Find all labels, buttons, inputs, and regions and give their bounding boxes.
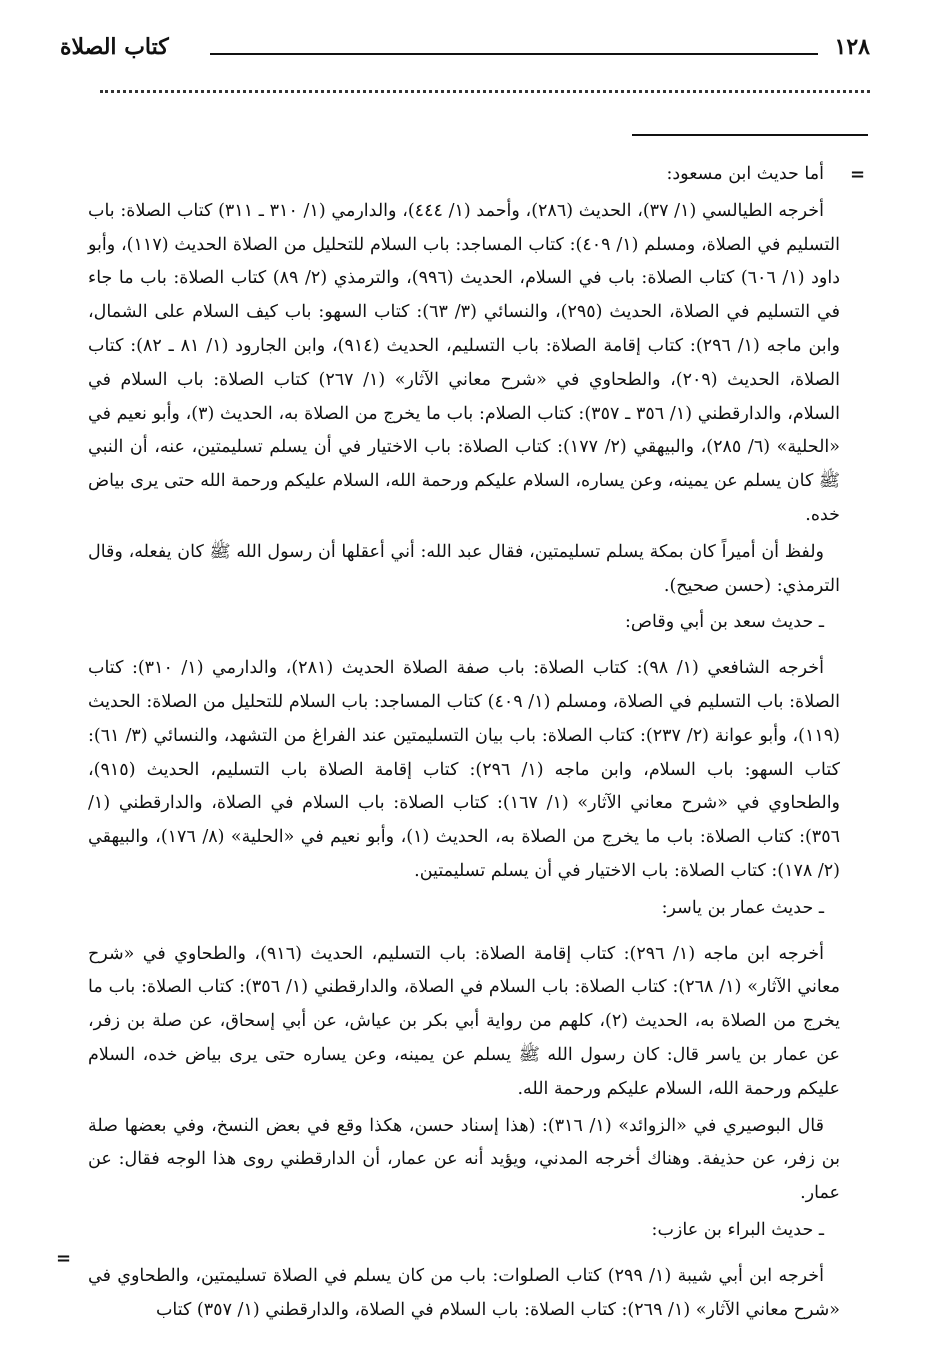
- continuation-mark-top: =: [850, 164, 866, 185]
- dotted-separator: [100, 90, 870, 93]
- paragraph-ammar-takhrij: أخرجه ابن ماجه (١/ ٢٩٦): كتاب إقامة الصلاة: باب التسليم، الحديث (٩١٦)، والطحاوي في «شرح معاني الآثار» (١/ ٢٦٨): كتاب الصلاة: باب السلام في الصلاة، والدارقطني (١/ ٣٥٦): كتاب الصلاة: باب ما يخرج من الصلاة به، الحديث (٢)، كلهم من رواية أبي بكر بن عياش، عن أبي إسحاق، عن صلة بن زفر، عن عمار بن ياسر قال: كان رسول الله ﷺ يسلم عن يمينه، وعن يساره حتى يرى بياض خده، السلام عليكم ورحمة الله، السلام عليكم ورحمة الله.: [88, 943, 840, 1099]
- footnote-body: [88, 158, 840, 1327]
- paragraph-ibn-masud-lafz: ولفظ أن أميراً كان بمكة يسلم تسليمتين، فقال عبد الله: أني أعقلها أن رسول الله ﷺ كان يفعله، وقال الترمذي: (حسن صحيح).: [88, 541, 840, 596]
- page-number: ١٢٨: [834, 34, 870, 60]
- book-title: كتاب الصلاة: [60, 34, 169, 60]
- footnote-rule: [632, 134, 868, 136]
- paragraph-baraa-takhrij: أخرجه ابن أبي شيبة (١/ ٢٩٩) كتاب الصلوات: باب من كان يسلم في الصلاة تسليمتين، والطحاوي في «شرح معاني الآثار» (١/ ٢٦٩): كتاب الصلاة: باب السلام في الصلاة، والدارقطني (١/ ٣٥٧) كتاب: [88, 1265, 840, 1320]
- paragraph-ibn-masud-takhrij: أخرجه الطيالسي (١/ ٣٧)، الحديث (٢٨٦)، وأحمد (١/ ٤٤٤)، والدارمي (١/ ٣١٠ ـ ٣١١) كتاب الصلاة: باب التسليم في الصلاة، ومسلم (١/ ٤٠٩): كتاب المساجد: باب السلام للتحليل من الصلاة الحديث (١١٧)، وأبو داود (١/ ٦٠٦) كتاب الصلاة: باب في السلام، الحديث (٩٩٦)، والترمذي (٢/ ٨٩) كتاب الصلاة: باب ما جاء في التسليم في الصلاة، الحديث (٢٩٥)، والنسائي (٣/ ٦٣): كتاب السهو: باب كيف السلام على الشمال، وابن ماجه (١/ ٢٩٦): كتاب إقامة الصلاة: باب التسليم، الحديث (٩١٤)، وابن الجارود (١/ ٨١ ـ ٨٢): كتاب الصلاة، الحديث (٢٠٩)، والطحاوي في «شرح معاني الآثار» (١/ ٢٦٧) كتاب الصلاة: باب السلام في السلام، والدارقطني (١/ ٣٥٦ ـ ٣٥٧): كتاب الصلام: باب ما يخرج من الصلاة به، الحديث (٣)، وأبو نعيم في «الحلية» (٦/ ٢٨٥)، والبيهقي (٢/ ١٧٧): كتاب الصلاة: باب الاختيار في أن يسلم تسليمتين، عنه، أن النبي ﷺ كان يسلم عن يمينه، وعن يساره، السلام عليكم ورحمة الله، السلام عليكم ورحمة الله حتى يرى بياض خده.: [88, 200, 841, 525]
- paragraph-saad-takhrij: أخرجه الشافعي (١/ ٩٨): كتاب الصلاة: باب صفة الصلاة الحديث (٢٨١)، والدارمي (١/ ٣١٠): كتاب الصلاة: باب التسليم في الصلاة، ومسلم (١/ ٤٠٩) كتاب المساجد: باب السلام للتحليل من الصلاة: الحديث (١١٩)، وأبو عوانة (٢/ ٢٣٧): كتاب الصلاة: باب بيان التسليمتين عند الفراغ من التشهد، والنسائي (٣/ ٦١): كتاب السهو: باب السلام، وابن ماجه (١/ ٢٩٦): كتاب إقامة الصلاة باب التسليم، الحديث (٩١٥)، والطحاوي في «شرح معاني الآثار» (١/ ١٦٧): كتاب الصلاة: باب السلام في الصلاة، والدارقطني (١/ ٣٥٦): كتاب الصلاة: باب ما يخرج من الصلاة به، الحديث (١)، وأبو نعيم في «الحلية» (٨/ ١٧٦)، والبيهقي (٢/ ١٧٨): كتاب الصلاة: باب الاختيار في أن يسلم تسليمتين.: [88, 658, 841, 881]
- paragraph-saad-heading: ـ حديث سعد بن أبي وقاص:: [624, 612, 824, 633]
- paragraph-ibn-masud-heading: أما حديث ابن مسعود:: [666, 164, 824, 184]
- header-rule: [210, 53, 818, 55]
- page-header: [60, 34, 870, 64]
- continuation-mark-bottom: =: [56, 1248, 72, 1269]
- paragraph-baraa-heading: ـ حديث البراء بن عازب:: [651, 1219, 824, 1240]
- paragraph-busiri-quote: قال البوصيري في «الزوائد» (١/ ٣١٦): (هذا إسناد حسن، هكذا وقع في بعض النسخ، وفي بعضها صلة بن زفر، عن حذيفة. وهناك أخرجه المدني، ويؤيد أنه عن عمار، أن الدارقطني روى هذا الوجه فقال: عن عمار.: [88, 1115, 840, 1204]
- paragraph-ammar-heading: ـ حديث عمار بن ياسر:: [661, 897, 824, 918]
